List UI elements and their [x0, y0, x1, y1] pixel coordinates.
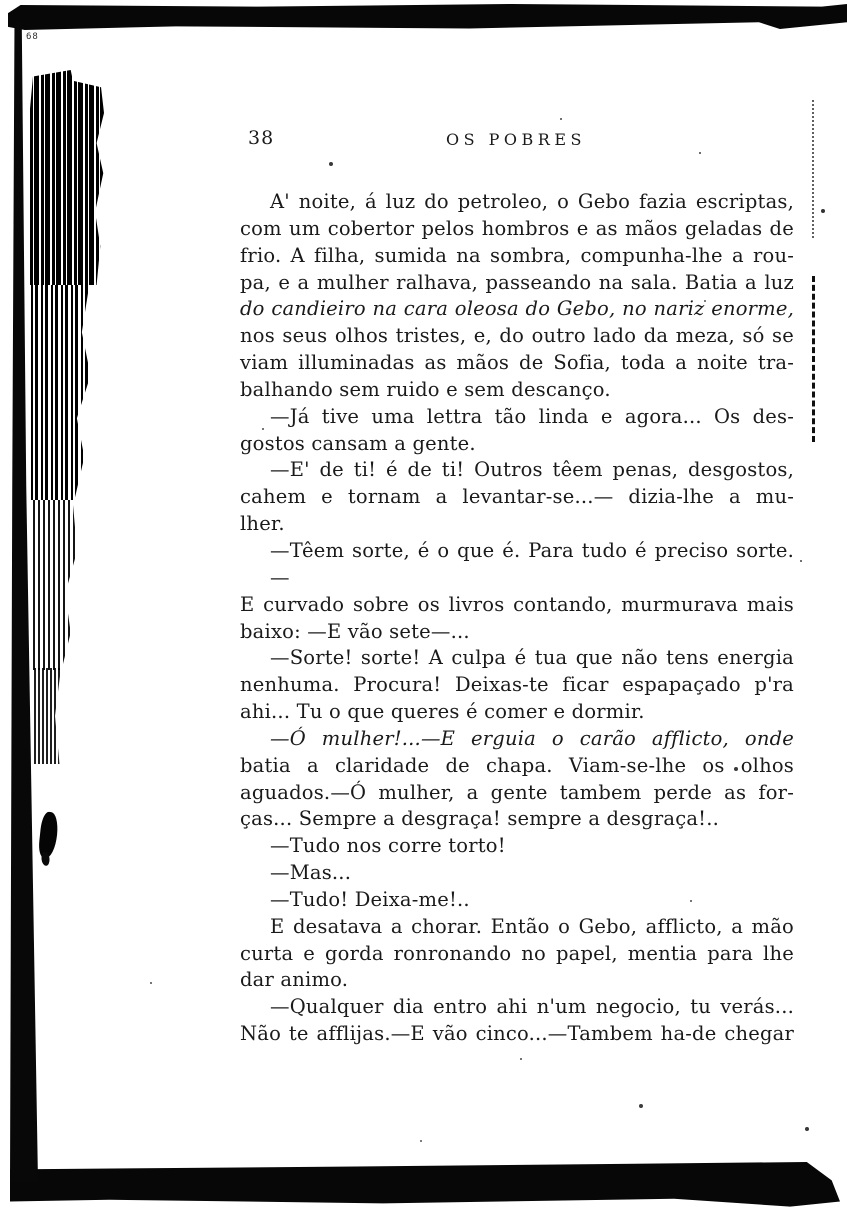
page-number: 38: [248, 127, 275, 149]
text-line: curta e gorda ronronando no papel, mentia para lhe: [240, 941, 794, 965]
text-line: pa, e a mulher ralhava, passeando na sala. Batia a luz: [240, 270, 794, 294]
text-line: —Mas...: [270, 861, 352, 885]
running-title: OS POBRES: [446, 130, 586, 149]
scan-top-bar: [8, 4, 847, 30]
scan-bottom-bar: [10, 1162, 840, 1208]
text-line: Não te afflijas.—E vão cinco...—Tambem ha-de chegar: [240, 1022, 794, 1046]
text-line: viam illuminadas as mãos de Sofia, toda a noite tra-: [240, 351, 794, 375]
text-line: —Qualquer dia entro ahi n'um negocio, tu verás...: [270, 995, 794, 1019]
text-line: balhando sem ruido e sem descanço.: [240, 377, 611, 401]
text-block: [240, 189, 794, 1048]
scan-right-edge-line-bottom: [812, 276, 815, 442]
text-line: gostos cansam a gente.: [240, 431, 476, 455]
text-line: —Tudo nos corre torto!: [270, 834, 506, 858]
corner-mark: 68: [26, 32, 39, 42]
text-line: dar animo.: [240, 968, 349, 992]
scan-gutter-streaks-low: [33, 500, 79, 670]
text-line: aguados.—Ó mulher, a gente tambem perde as for-: [240, 780, 794, 804]
text-line: A' noite, á luz do petroleo, o Gebo fazia escriptas,: [270, 190, 794, 213]
scan-right-edge-line-top: [812, 100, 814, 238]
ink-blot: [38, 811, 60, 859]
text-line: —Ó mulher!...—E erguia o carão afflicto, onde: [270, 726, 794, 750]
text-line: E curvado sobre os livros contando, murmurava mais: [240, 592, 794, 616]
text-line: cahem e tornam a levantar-se...— dizia-lhe a mu-: [240, 485, 794, 509]
text-line: ças... Sempre a desgraça! sempre a desgraça!..: [240, 807, 719, 831]
text-line: nos seus olhos tristes, e, do outro lado da meza, só se: [240, 324, 794, 348]
text-line: —E' de ti! é de ti! Outros têem penas, desgostos,: [270, 458, 794, 482]
text-line: —Tudo! Deixa-me!..: [270, 887, 470, 911]
text-line: batia a claridade de chapa. Viam-se-lhe os olhos: [240, 753, 794, 777]
text-line: frio. A filha, sumida na sombra, compunha-lhe a rou-: [240, 243, 794, 267]
text-line: do candieiro na cara oleosa do Gebo, no nariz enorme,: [240, 297, 794, 321]
scan-noise-specks: [0, 0, 2, 2]
text-line: com um cobertor pelos hombros e as mãos geladas de: [240, 216, 794, 240]
text-line: ahi... Tu o que queres é comer e dormir.: [240, 700, 645, 724]
scan-gutter-streaks-mid: [31, 285, 93, 500]
scan-gutter-streaks-tail: [34, 668, 64, 764]
scan-gutter-streaks-top: [30, 70, 104, 285]
text-line: nenhuma. Procura! Deixas-te ficar espapaçado p'ra: [240, 673, 794, 697]
text-line: baixo: —E vão sete—...: [240, 619, 470, 643]
text-line: —Já tive uma lettra tão linda e agora... Os des-: [270, 404, 794, 428]
text-line: E desatava a chorar. Então o Gebo, afflicto, a mão: [270, 914, 794, 938]
text-line: —Têem sorte, é o que é. Para tudo é preciso sorte.—: [270, 538, 794, 589]
text-line: —Sorte! sorte! A culpa é tua que não tens energia: [270, 646, 794, 670]
text-line: lher.: [240, 512, 285, 536]
